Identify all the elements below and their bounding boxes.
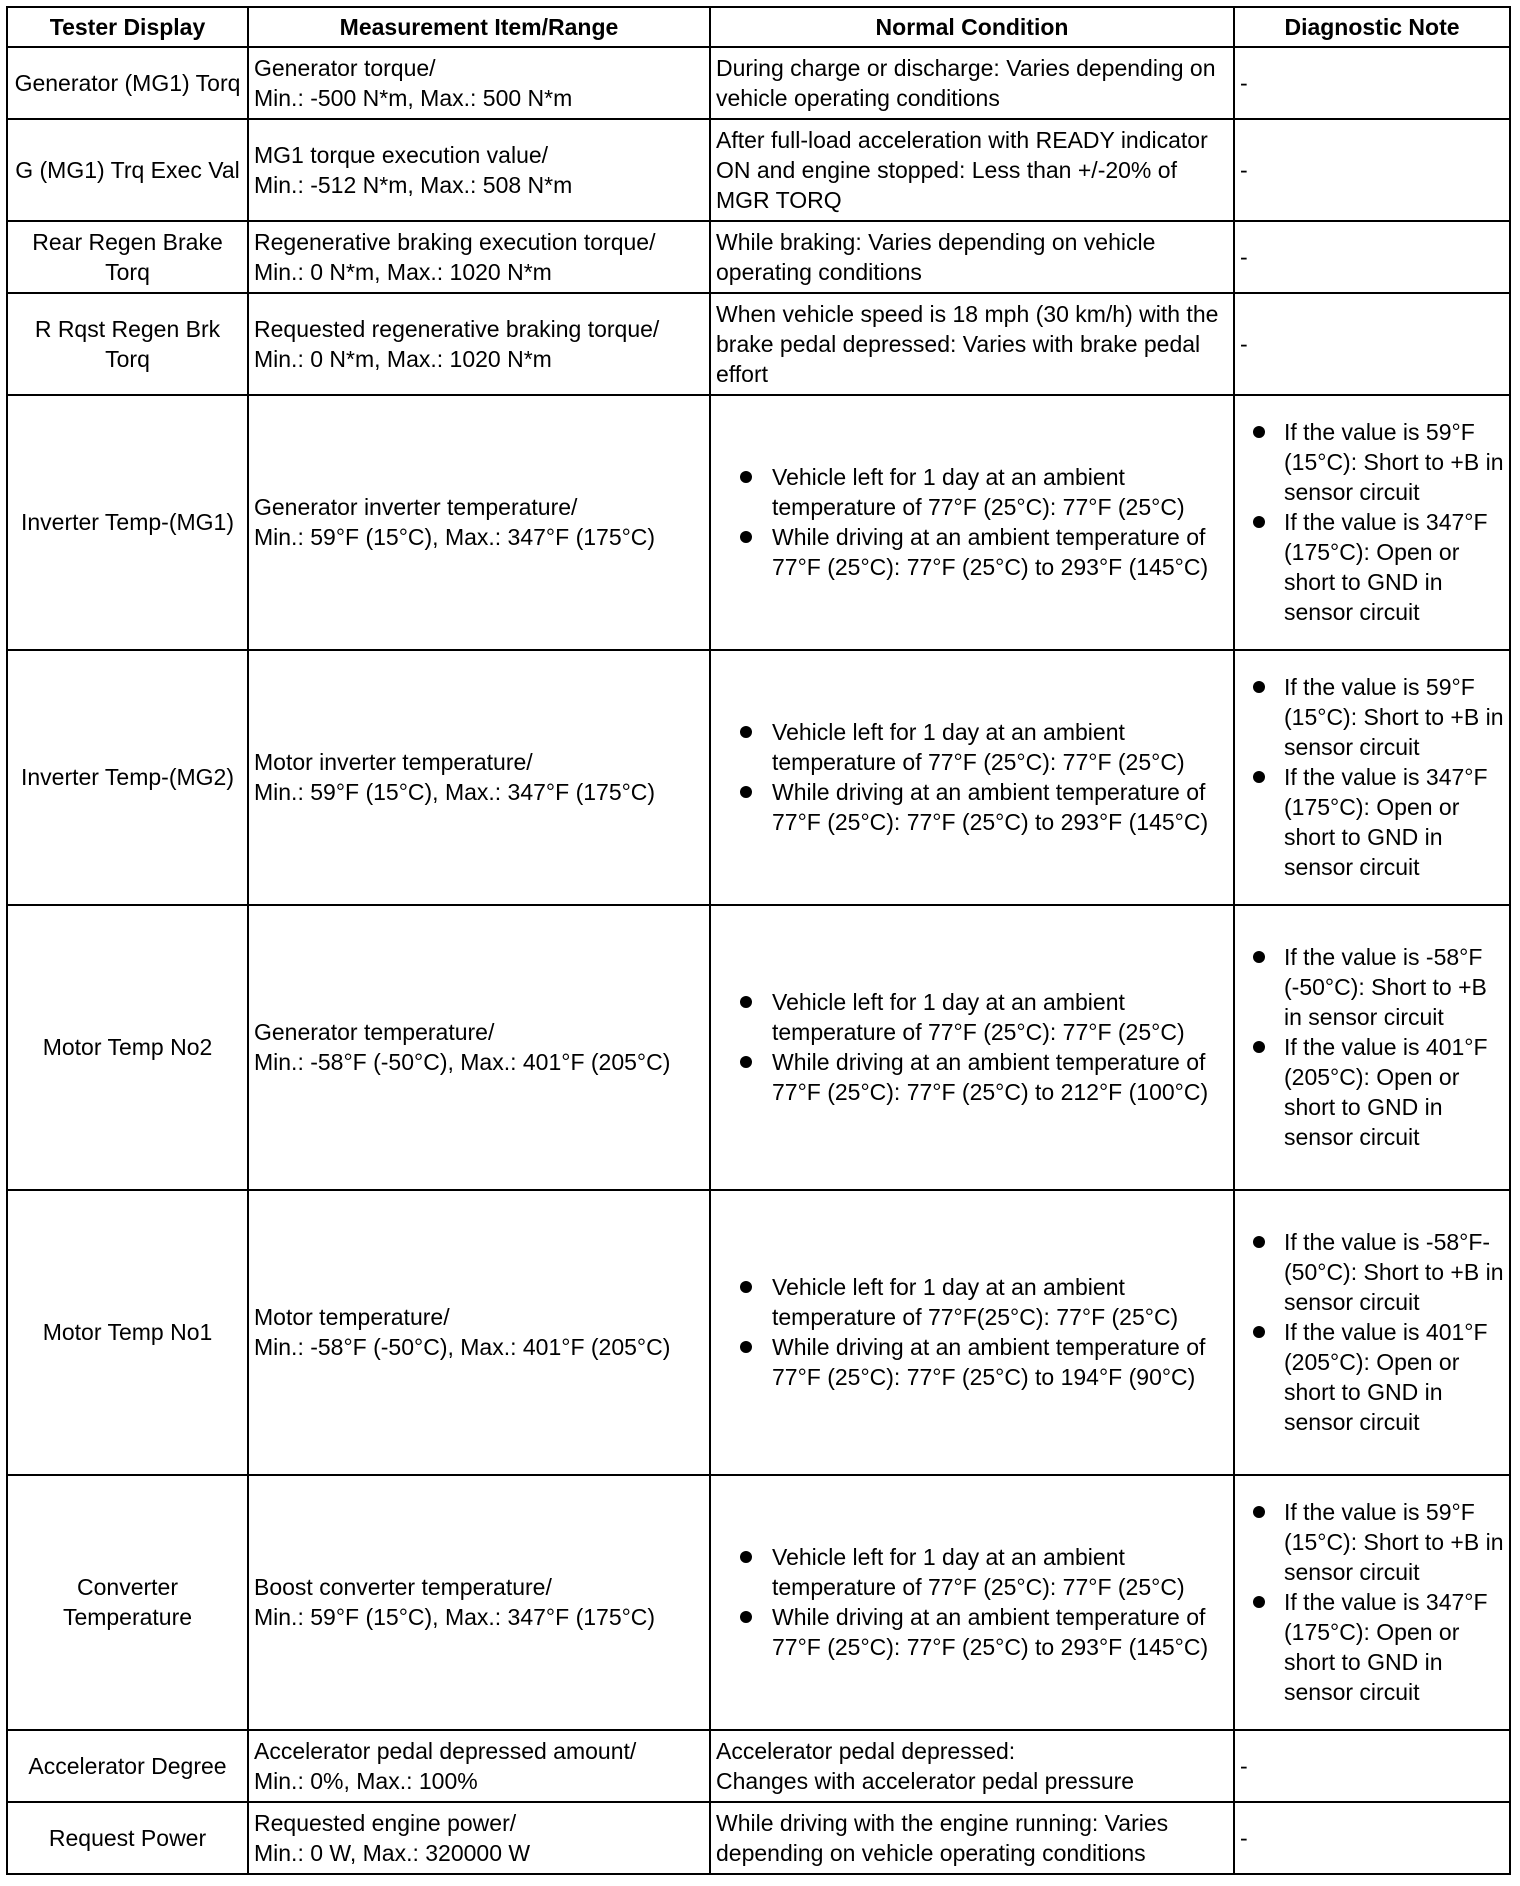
- diagnostic-note-list: [1240, 942, 1504, 1152]
- normal-condition-item: Vehicle left for 1 day at an ambient temperature of 77°F (25°C): 77°F (25°C): [772, 1542, 1228, 1602]
- table-row: [7, 395, 1510, 650]
- normal-condition-item: While driving at an ambient temperature of 77°F (25°C): 77°F (25°C) to 293°F (145°C): [772, 522, 1228, 582]
- diagnostic-note-item: If the value is 347°F (175°C): Open or short to GND in sensor circuit: [1284, 1587, 1504, 1707]
- tester-display-cell: Motor Temp No1: [7, 1190, 248, 1475]
- measurement-range: Min.: 0 N*m, Max.: 1020 N*m: [254, 345, 552, 372]
- table-row: [7, 650, 1510, 905]
- diagnostic-note-cell: -: [1234, 119, 1510, 221]
- normal-condition-list: [716, 717, 1228, 837]
- data-list-table: [6, 6, 1511, 1875]
- table-row: [7, 47, 1510, 119]
- measurement-cell: [248, 293, 710, 395]
- normal-condition-cell: [710, 905, 1234, 1190]
- normal-condition-list: [716, 987, 1228, 1107]
- normal-condition-cell: During charge or discharge: Varies depending on vehicle operating conditions: [710, 47, 1234, 119]
- tester-display-cell: Accelerator Degree: [7, 1730, 248, 1802]
- normal-condition-item: Vehicle left for 1 day at an ambient temperature of 77°F (25°C): 77°F (25°C): [772, 462, 1228, 522]
- diagnostic-note-item: If the value is 401°F (205°C): Open or short to GND in sensor circuit: [1284, 1032, 1504, 1152]
- diagnostic-note-item: If the value is -58°F (-50°C): Short to +B in sensor circuit: [1284, 942, 1504, 1032]
- measurement-cell: [248, 395, 710, 650]
- normal-condition-cell: [710, 1730, 1234, 1802]
- normal-condition-list: [716, 1542, 1228, 1662]
- measurement-cell: [248, 1802, 710, 1874]
- normal-condition-cell: [710, 1190, 1234, 1475]
- normal-condition-cell: After full-load acceleration with READY indicator ON and engine stopped: Less than +/-20% of MGR TORQ: [710, 119, 1234, 221]
- measurement-range: Min.: -500 N*m, Max.: 500 N*m: [254, 84, 573, 111]
- normal-condition-cell: [710, 1475, 1234, 1730]
- diagnostic-note-cell: -: [1234, 1730, 1510, 1802]
- measurement-range: Min.: -512 N*m, Max.: 508 N*m: [254, 171, 573, 198]
- normal-condition-list: [716, 1272, 1228, 1392]
- measurement-item: Accelerator pedal depressed amount/: [254, 1737, 637, 1764]
- diagnostic-note-list: [1240, 672, 1504, 882]
- normal-condition-item: Vehicle left for 1 day at an ambient temperature of 77°F (25°C): 77°F (25°C): [772, 717, 1228, 777]
- header-tester-display: Tester Display: [7, 7, 248, 47]
- measurement-item: Generator inverter temperature/: [254, 494, 578, 520]
- normal-condition-item: Vehicle left for 1 day at an ambient temperature of 77°F(25°C): 77°F (25°C): [772, 1272, 1228, 1332]
- normal-condition-cell: When vehicle speed is 18 mph (30 km/h) with the brake pedal depressed: Varies with brake pedal effort: [710, 293, 1234, 395]
- table-row: [7, 1190, 1510, 1475]
- data-list-sheet: [6, 6, 1509, 1875]
- normal-condition-line: Accelerator pedal depressed:: [716, 1737, 1016, 1764]
- table-row: [7, 1730, 1510, 1802]
- measurement-cell: [248, 221, 710, 293]
- normal-condition-list: [716, 462, 1228, 582]
- normal-condition-line: Changes with accelerator pedal pressure: [716, 1767, 1135, 1794]
- measurement-cell: [248, 905, 710, 1190]
- measurement-cell: [248, 1190, 710, 1475]
- measurement-range: Min.: 0 N*m, Max.: 1020 N*m: [254, 258, 552, 285]
- diagnostic-note-item: If the value is 59°F (15°C): Short to +B in sensor circuit: [1284, 419, 1504, 505]
- measurement-range: Min.: -58°F (-50°C), Max.: 401°F (205°C): [254, 1334, 671, 1360]
- diagnostic-note-cell: [1234, 395, 1510, 650]
- tester-display-cell: Inverter Temp-(MG2): [7, 650, 248, 905]
- measurement-item: Motor temperature/: [254, 1304, 450, 1330]
- diagnostic-note-item: If the value is -58°F- (50°C): Short to +B in sensor circuit: [1284, 1229, 1504, 1315]
- measurement-item: Boost converter temperature/: [254, 1574, 552, 1600]
- measurement-cell: [248, 1730, 710, 1802]
- measurement-range: Min.: 59°F (15°C), Max.: 347°F (175°C): [254, 779, 656, 805]
- measurement-item: Generator torque/: [254, 54, 436, 81]
- header-diagnostic-note: Diagnostic Note: [1234, 7, 1510, 47]
- diagnostic-note-cell: [1234, 650, 1510, 905]
- measurement-range: Min.: -58°F (-50°C), Max.: 401°F (205°C): [254, 1049, 671, 1075]
- measurement-item: Generator temperature/: [254, 1019, 495, 1045]
- normal-condition-item: While driving at an ambient temperature of 77°F (25°C): 77°F (25°C) to 293°F (145°C): [772, 777, 1228, 837]
- measurement-item: MG1 torque execution value/: [254, 141, 549, 168]
- measurement-item: Regenerative braking execution torque/: [254, 228, 656, 255]
- measurement-range: Min.: 59°F (15°C), Max.: 347°F (175°C): [254, 524, 656, 550]
- diagnostic-note-cell: [1234, 1190, 1510, 1475]
- measurement-item: Requested engine power/: [254, 1809, 517, 1836]
- table-row: [7, 1802, 1510, 1874]
- diagnostic-note-cell: -: [1234, 293, 1510, 395]
- diagnostic-note-list: [1240, 1497, 1504, 1707]
- table-row: [7, 293, 1510, 395]
- normal-condition-item: While driving at an ambient temperature of 77°F (25°C): 77°F (25°C) to 194°F (90°C): [772, 1332, 1228, 1392]
- normal-condition-cell: [710, 650, 1234, 905]
- normal-condition-item: While driving at an ambient temperature of 77°F (25°C): 77°F (25°C) to 212°F (100°C): [772, 1047, 1228, 1107]
- diagnostic-note-cell: -: [1234, 221, 1510, 293]
- diagnostic-note-item: If the value is 401°F (205°C): Open or short to GND in sensor circuit: [1284, 1317, 1504, 1437]
- diagnostic-note-list: [1240, 1227, 1504, 1437]
- measurement-item: Motor inverter temperature/: [254, 749, 533, 775]
- tester-display-cell: R Rqst Regen Brk Torq: [7, 293, 248, 395]
- tester-display-cell: G (MG1) Trq Exec Val: [7, 119, 248, 221]
- measurement-cell: [248, 650, 710, 905]
- measurement-range: Min.: 0%, Max.: 100%: [254, 1767, 478, 1794]
- tester-display-cell: Rear Regen Brake Torq: [7, 221, 248, 293]
- diagnostic-note-list: [1240, 417, 1504, 627]
- header-normal-condition: Normal Condition: [710, 7, 1234, 47]
- normal-condition-item: While driving at an ambient temperature of 77°F (25°C): 77°F (25°C) to 293°F (145°C): [772, 1602, 1228, 1662]
- diagnostic-note-cell: [1234, 1475, 1510, 1730]
- diagnostic-note-cell: [1234, 905, 1510, 1190]
- measurement-cell: [248, 119, 710, 221]
- diagnostic-note-item: If the value is 59°F (15°C): Short to +B in sensor circuit: [1284, 674, 1504, 760]
- diagnostic-note-item: If the value is 347°F (175°C): Open or short to GND in sensor circuit: [1284, 507, 1504, 627]
- normal-condition-cell: [710, 395, 1234, 650]
- normal-condition-cell: While driving with the engine running: Varies depending on vehicle operating conditions: [710, 1802, 1234, 1874]
- diagnostic-note-cell: -: [1234, 1802, 1510, 1874]
- measurement-range: Min.: 59°F (15°C), Max.: 347°F (175°C): [254, 1604, 656, 1630]
- normal-condition-cell: While braking: Varies depending on vehicle operating conditions: [710, 221, 1234, 293]
- table-row: [7, 221, 1510, 293]
- measurement-item: Requested regenerative braking torque/: [254, 315, 660, 342]
- normal-condition-item: Vehicle left for 1 day at an ambient temperature of 77°F (25°C): 77°F (25°C): [772, 987, 1228, 1047]
- tester-display-cell: Inverter Temp-(MG1): [7, 395, 248, 650]
- tester-display-cell: Generator (MG1) Torq: [7, 47, 248, 119]
- tester-display-cell: Converter Temperature: [7, 1475, 248, 1730]
- measurement-cell: [248, 1475, 710, 1730]
- tester-display-cell: Request Power: [7, 1802, 248, 1874]
- header-measurement-item: Measurement Item/Range: [248, 7, 710, 47]
- table-row: [7, 905, 1510, 1190]
- measurement-range: Min.: 0 W, Max.: 320000 W: [254, 1839, 531, 1866]
- header-row: [7, 7, 1510, 47]
- diagnostic-note-item: If the value is 347°F (175°C): Open or short to GND in sensor circuit: [1284, 762, 1504, 882]
- diagnostic-note-cell: -: [1234, 47, 1510, 119]
- diagnostic-note-item: If the value is 59°F (15°C): Short to +B in sensor circuit: [1284, 1499, 1504, 1585]
- table-row: [7, 119, 1510, 221]
- tester-display-cell: Motor Temp No2: [7, 905, 248, 1190]
- measurement-cell: [248, 47, 710, 119]
- table-row: [7, 1475, 1510, 1730]
